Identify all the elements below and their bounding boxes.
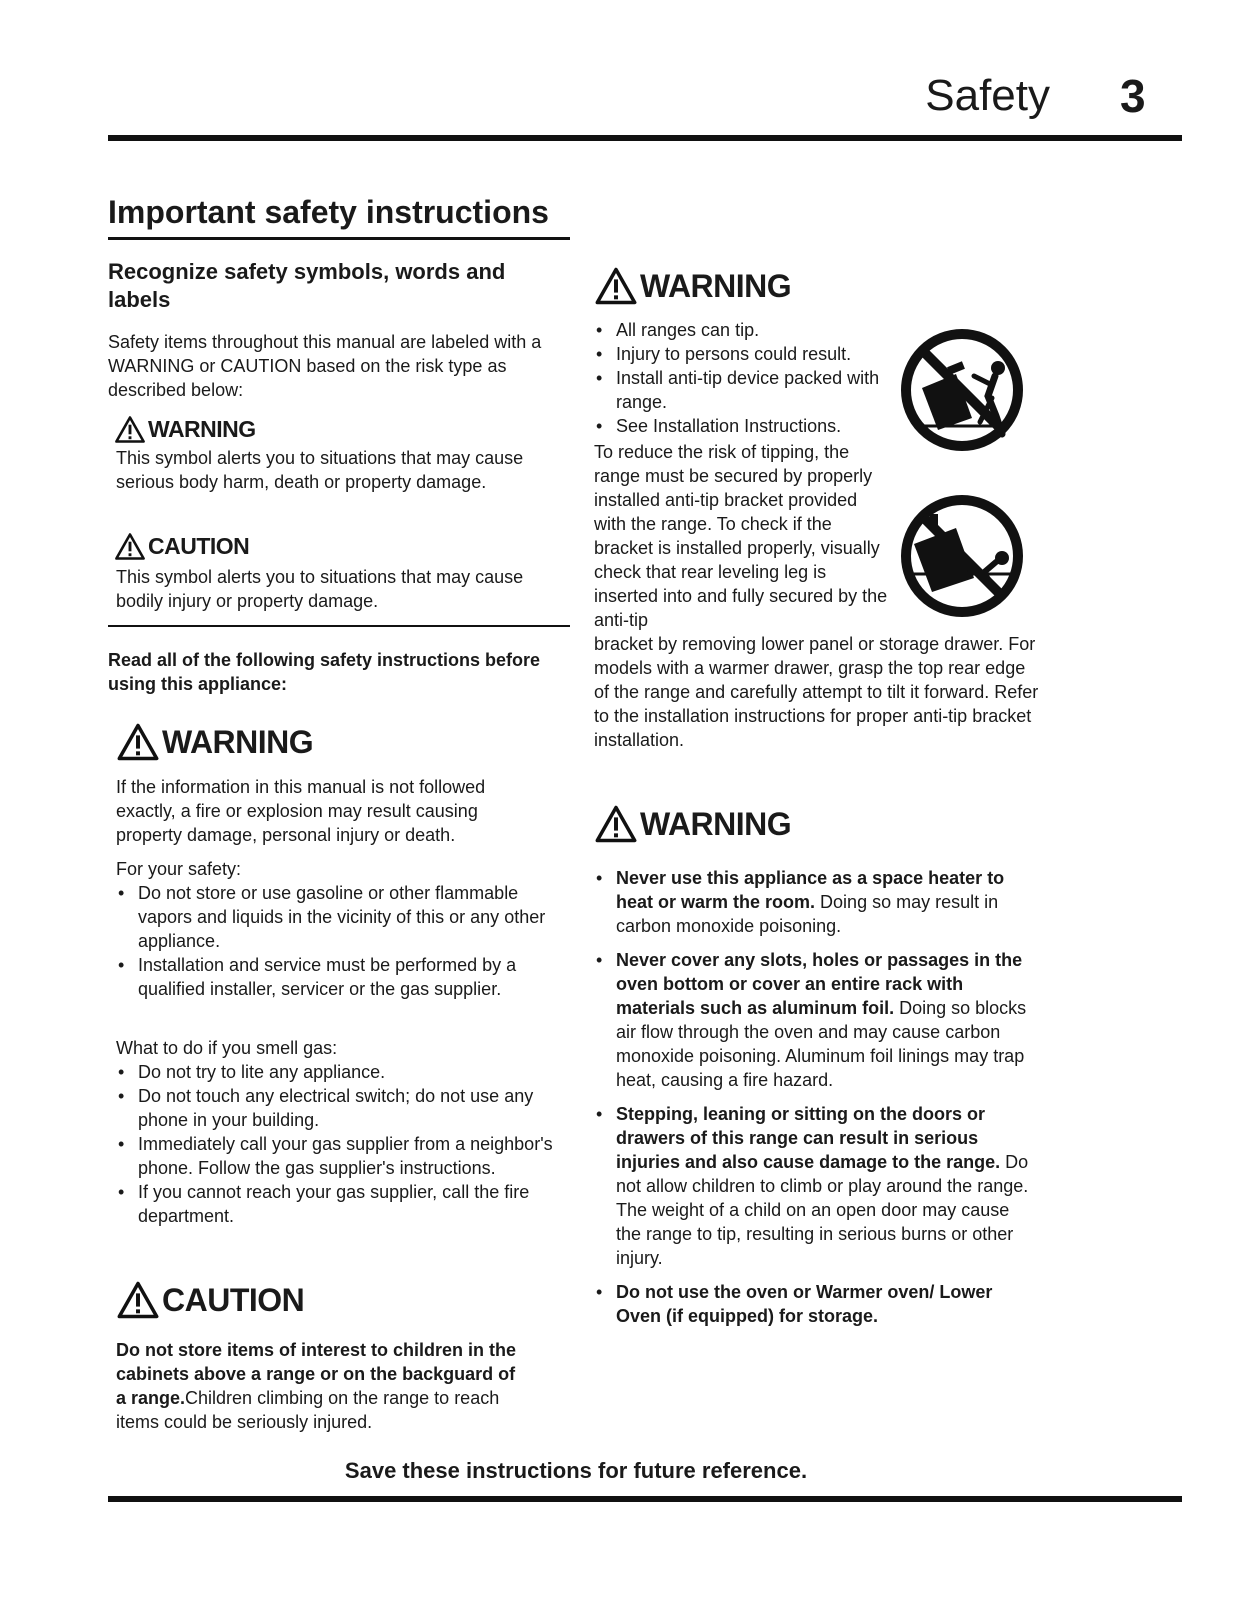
list-item: • Install anti-tip device packed with range. [594,366,884,414]
read-all-heading: Read all of the following safety instructions before using this appliance: [108,650,541,694]
caution1-text [116,1338,526,1434]
appliance-warning-list [594,866,1034,1338]
warning-triangle-icon [594,266,638,306]
list-item: • Do not touch any electrical switch; do not use any phone in your building. [116,1084,556,1132]
divider-rule [108,625,570,627]
no-tipping-icon [898,492,1026,620]
section-title-rule [108,237,570,240]
smell-gas-label: What to do if you smell gas: [116,1038,338,1058]
list-item: • See Installation Instructions. [594,414,884,438]
caution1-plain-text: Children climbing on the range to reach items could be seriously injured. [116,1388,500,1432]
intro-paragraph: Safety items throughout this manual are labeled with a WARNING or CAUTION based on the risk type as described below: [108,332,542,400]
warning-symbol-description: This symbol alerts you to situations that may cause serious body harm, death or property damage. [116,448,524,492]
anti-tip-text-narrow: To reduce the risk of tipping, the range must be secured by properly installed anti-tip bracket provided with the range. To check if the bracket is installed properly, visually check that rear leveling leg is inserted into and fully secured by the anti-tip [594,442,888,630]
list-item: • Do not use the oven or Warmer oven/ Lower Oven (if equipped) for storage. [594,1280,1034,1328]
warning-signal-1: WARNING [116,722,313,762]
section-title: Important safety instructions [108,194,549,230]
caution-triangle-icon [116,1280,160,1320]
caution-symbol-description: This symbol alerts you to situations that may cause bodily injury or property damage. [116,567,524,611]
footer-note: Save these instructions for future reference. [344,1458,808,1483]
anti-tip-text-wide: bracket by removing lower panel or storage drawer. For models with a warmer drawer, grasp the top rear edge of the range and carefully attempt to tilt it forward. Refer to the installation instructions for proper anti-tip bracket installation. [594,634,1039,750]
warning-triangle-icon [594,804,638,844]
header-rule [108,135,1182,141]
page-number: 3 [1120,70,1146,122]
list-item: • Never use this appliance as a space heater to heat or warm the room. Doing so may result in carbon monoxide poisoning. [594,866,1034,938]
list-item: • Stepping, leaning or sitting on the doors or drawers of this range can result in serious injuries and also cause damage to the range. Do not allow children to climb or play around the range. The weight of a child on an open door may cause the range to tip, resulting in serious burns or other injury. [594,1102,1034,1270]
page-header-title: Safety [925,71,1050,120]
list-item: • Immediately call your gas supplier from a neighbor's phone. Follow the gas supplier's instructions. [116,1132,556,1180]
for-your-safety-label: For your safety: [116,859,242,879]
warning-triangle-icon [116,722,160,762]
list-item: • If you cannot reach your gas supplier, call the fire department. [116,1180,556,1228]
warning-triangle-icon [114,415,146,444]
gas-list [116,1060,556,1228]
list-item: • Installation and service must be performed by a qualified installer, servicer or the gas supplier. [116,953,556,1001]
list-item: • Do not store or use gasoline or other flammable vapors and liquids in the vicinity of this or any other appliance. [116,881,556,953]
subsection-title: Recognize safety symbols, words and labels [108,259,506,312]
safety-list [116,881,556,1001]
list-item: • Injury to persons could result. [594,342,884,366]
list-item: • Do not try to lite any appliance. [116,1060,556,1084]
caution1-bold-text: Do not store items of interest to children in the cabinets above a range or on the backguard of a range. [116,1340,517,1408]
caution-signal-small: CAUTION [114,531,249,561]
footer-rule [108,1496,1182,1502]
warning-signal-small: WARNING [114,414,256,444]
warning1-text: If the information in this manual is not followed exactly, a fire or explosion may result causing property damage, personal injury or death. [116,777,486,845]
no-climbing-icon [898,326,1026,454]
warning-signal-3: WARNING [594,804,791,844]
caution-triangle-icon [114,532,146,561]
caution-signal-1: CAUTION [116,1280,304,1320]
warning-signal-2: WARNING [594,266,791,306]
tip-list [594,318,884,438]
list-item: • All ranges can tip. [594,318,884,342]
list-item: • Never cover any slots, holes or passages in the oven bottom or cover an entire rack with materials such as aluminum foil. Doing so blocks air flow through the oven and may cause carbon monoxide poisoning. Aluminum foil linings may trap heat, causing a fire hazard. [594,948,1034,1092]
